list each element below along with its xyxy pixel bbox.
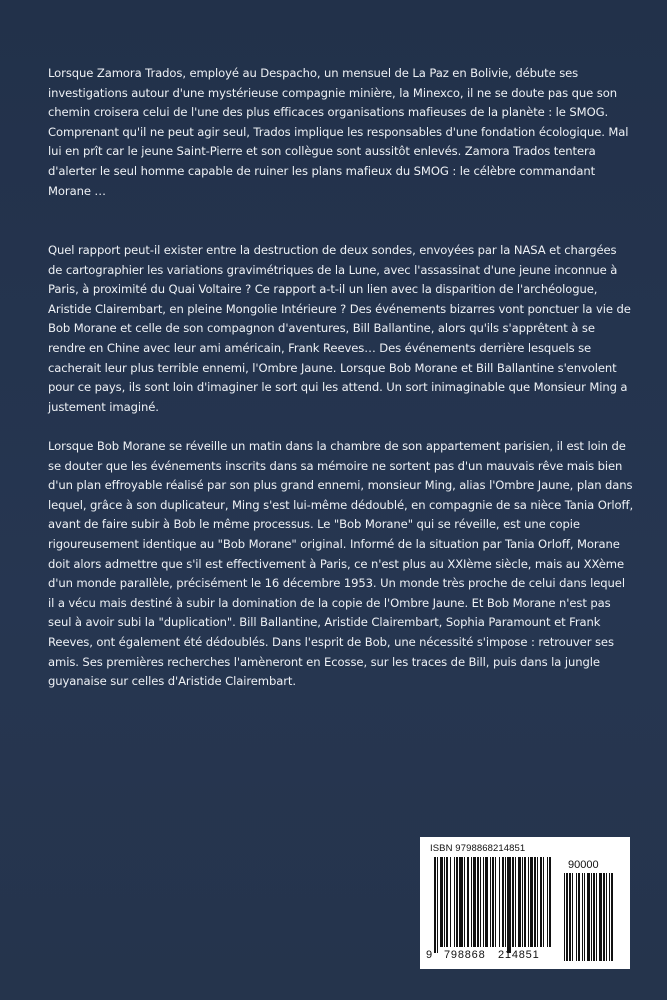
barcode-bar [480, 857, 481, 947]
summary-paragraph-3: Lorsque Bob Morane se réveille un matin dans la chambre de son appartement parisien, il est loin de se douter que les événements inscrits dans sa mémoire ne sortent pas d'un mauvais rêve mais bien d'un plan effroyable réalisé par son plus grand ennemi, monsieur Ming, alias l'Ombre Jaune, plan dans lequel, grâce à son duplicateur, Ming s'est lui-même dédoublé, en compagnie de sa nièce Tania Orloff, avant de faire subir à Bob le même processus. Le "Bob Morane" qui se réveille, est une copie rigoureusement identique au "Bob Morane" original. Informé de la situation par Tania Orloff, Morane doit alors admettre que s'il est effectivement à Paris, ce n'est plus au XXIème siècle, mais au XXème d'un monde parallèle, précisément le 16 décembre 1953. Un monde très proche de celui dans lequel il a vécu mais destiné à subir la domination de la copie de l'Ombre Jaune. Et Bob Morane n'est pas seul à avoir subi la "duplication". Bill Ballantine, Aristide Clairembart, Sophia Paramount et Frank Reeves, ont également été dédoublés. Dans l'esprit de Bob, une nécessité s'impose : retrouver ses amis. Ses premières recherches l'amèneront en Ecosse, sur les traces de Bill, puis dans la jungle guyanaise sur celles d'Aristide Clairembart. [48, 439, 634, 689]
barcode-bar [547, 857, 548, 947]
barcode-bar [522, 857, 523, 947]
barcode-bar [446, 857, 448, 947]
addon-bar [584, 873, 585, 961]
addon-bar [587, 873, 590, 961]
addon-bar [578, 873, 580, 961]
addon-bar [593, 873, 595, 961]
barcode-bar [434, 857, 436, 953]
barcode-bar [505, 857, 506, 947]
price-code: 90000 [568, 859, 599, 871]
addon-bar [566, 873, 568, 961]
barcode-bar [518, 857, 521, 947]
barcode-bar [492, 857, 494, 947]
barcode-bar [540, 857, 542, 947]
barcode-bar [471, 857, 472, 947]
barcode-bar [454, 857, 455, 947]
barcode-bar [537, 857, 538, 947]
summary-paragraph-2: Quel rapport peut-il exister entre la destruction de deux sondes, envoyées par la NASA et chargées de cartographier les variations gravimétriques de la Lune, avec l'assassinat d'une jeune inconnue à Paris, à proximité du Quai Voltaire ? Ce rapport a-t-il un lien avec la disparition de l'archéologue, Aristide Clairembart, en pleine Mongolie Intérieure ? Des événements bizarres vont ponctuer la vie de Bob Morane et celle de son compagnon d'aventures, Bill Ballantine, alors qu'ils s'apprêtent à se rendre en Chine avec leur ami américain, Frank Reeves… Des événements derrière lesquels se cacherait leur plus terrible ennemi, l'Ombre Jaune. Lorsque Bob Morane et Bill Ballantine s'envolent pour ce pays, ils sont loin d'imaginer le sort qui les attend. Un sort inimaginable que Monsieur Ming a justement imaginé. [48, 243, 631, 414]
summary-paragraph-1: Lorsque Zamora Trados, employé au Despacho, un mensuel de La Paz en Bolivie, débute ses investigations autour d'une mystérieuse compagnie minière, la Minexco, il ne se doute pas que son chemin croisera celui de l'une des plus efficaces organisations mafieuses de la planète : le SMOG. Comprenant qu'il ne peut agir seul, Trados implique les responsables d'une fondation écologique. Mal lui en prît car le jeune Saint-Pierre et son collègue sont aussitôt enlevés. Zamora Trados tentera d'alerter le seul homme capable de ruiner les plans mafieux du SMOG : le célèbre commandant Morane … [48, 66, 629, 198]
barcode-bar [459, 857, 463, 947]
addon-bar [603, 873, 605, 961]
addon-bar [564, 873, 565, 961]
barcode-bar [444, 857, 445, 947]
barcode-bar [528, 857, 529, 947]
barcode-bar [490, 857, 491, 947]
addon-bar [611, 873, 613, 961]
barcode-bar [549, 857, 551, 947]
isbn-barcode [420, 837, 630, 969]
barcode-bar [495, 857, 496, 947]
barcode-bar [543, 857, 544, 947]
addon-bar [596, 873, 597, 961]
barcode-bar [507, 857, 511, 953]
barcode-bar [534, 857, 536, 947]
barcode-bar [512, 857, 514, 947]
isbn-label: ISBN 9798868214851 [430, 843, 526, 854]
barcode-bar [502, 857, 504, 947]
addon-bar [591, 873, 592, 961]
barcode-bar [477, 857, 479, 947]
addon-bar [599, 873, 602, 961]
barcode-digit-first: 9 [426, 949, 433, 961]
barcode-bar [440, 857, 443, 947]
barcode-bar [483, 857, 484, 947]
barcode-bar [450, 857, 451, 947]
barcode-bar [437, 857, 438, 953]
barcode-bar [467, 857, 469, 947]
barcode-digit-group-2: 214851 [498, 949, 540, 961]
addon-bar [582, 873, 583, 961]
addon-bar [572, 873, 573, 961]
barcode-bar [499, 857, 500, 947]
barcode-bar [473, 857, 476, 947]
barcode-bar [530, 857, 533, 947]
addon-bar [576, 873, 577, 961]
barcode-bar [515, 857, 516, 947]
addon-bar [609, 873, 610, 961]
barcode-digit-group-1: 798868 [444, 949, 486, 961]
barcode-bar [456, 857, 458, 947]
addon-bar [606, 873, 607, 961]
addon-bar [569, 873, 571, 961]
barcode-bar [524, 857, 526, 947]
barcode-bar [464, 857, 465, 947]
barcode-bar [485, 857, 488, 947]
